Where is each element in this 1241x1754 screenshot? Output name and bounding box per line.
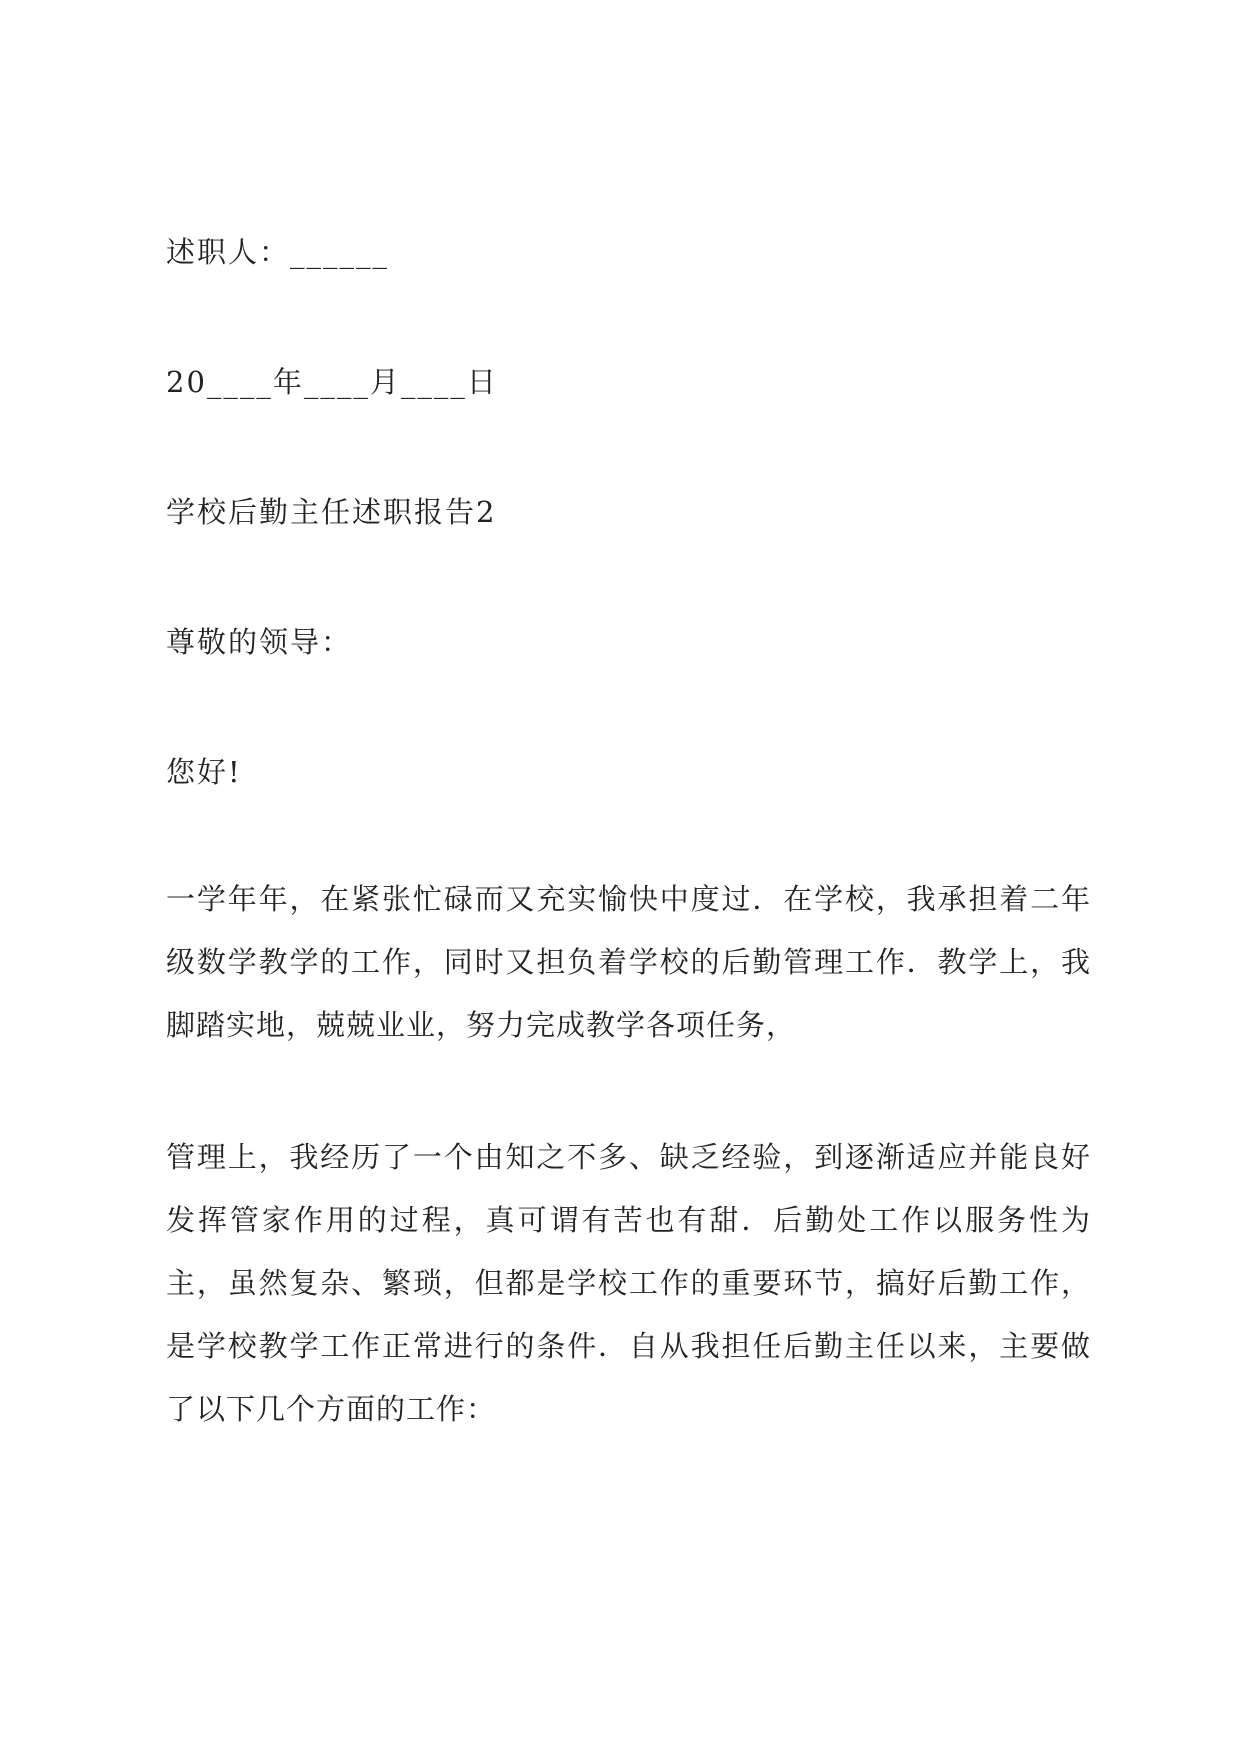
signer-line: 述职人：______: [166, 235, 390, 269]
date-line: 20____年____月____日: [166, 365, 498, 399]
paragraph-management: 管理上，我经历了一个由知之不多、缺乏经验，到逐渐适应并能良好发挥管家作用的过程，真可谓有苦也有甜．后勤处工作以服务性为主，虽然复杂、繁琐，但都是学校工作的重要环节，搞好后勤工作，是学校教学工作正常进行的条件．自从我担任后勤主任以来，主要做了以下几个方面的工作：: [166, 1140, 1091, 1426]
section-title: 学校后勤主任述职报告2: [166, 495, 497, 529]
paragraph-teaching: 一学年年，在紧张忙碌而又充实愉快中度过．在学校，我承担着二年级数学教学的工作，同时又担负着学校的后勤管理工作．教学上，我脚踏实地，兢兢业业，努力完成教学各项任务，: [166, 882, 1091, 1042]
greeting: 您好!: [166, 755, 242, 789]
salutation: 尊敬的领导：: [166, 625, 353, 659]
